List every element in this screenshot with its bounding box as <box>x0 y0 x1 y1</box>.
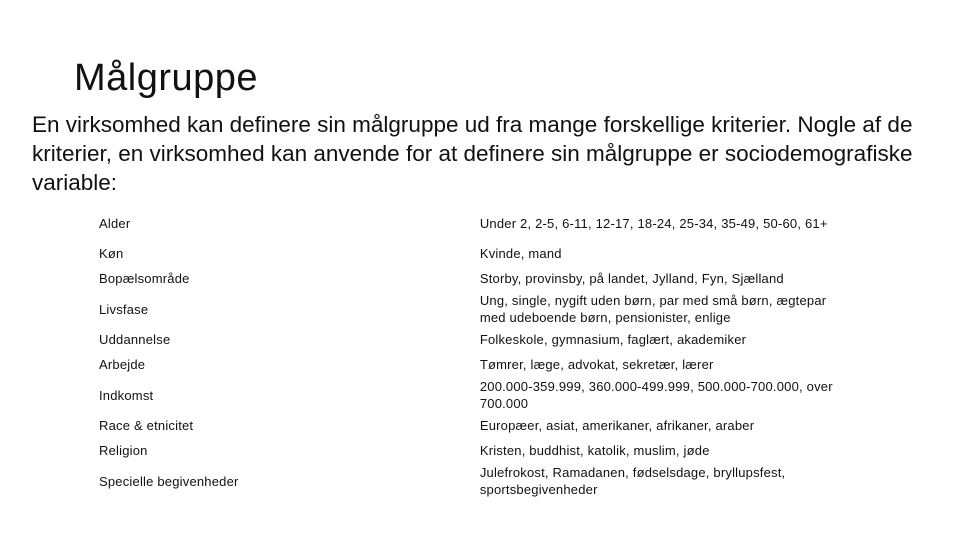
table-row <box>93 291 853 327</box>
table-row <box>93 413 853 438</box>
table-row <box>93 352 853 377</box>
table-row <box>93 327 853 352</box>
criterion-values: Storby, provinsby, på landet, Jylland, Fyn, Sjælland <box>479 271 784 286</box>
criterion-values: Julefrokost, Ramadanen, fødselsdage, bryllupsfest, sportsbegivenheder <box>479 465 786 497</box>
criterion-label: Specielle begivenheder <box>99 473 239 489</box>
slide-title: Målgruppe <box>74 57 259 99</box>
criterion-label: Uddannelse <box>99 332 171 347</box>
table-row <box>93 463 853 499</box>
criterion-label: Alder <box>99 215 131 231</box>
table-row <box>93 438 853 463</box>
criterion-values: Under 2, 2-5, 6-11, 12-17, 18-24, 25-34, 35-49, 50-60, 61+ <box>479 215 828 231</box>
table-row <box>93 266 853 291</box>
intro-paragraph: En virksomhed kan definere sin målgruppe ud fra mange forskellige kriterier. Nogle af de kriterier, en virksomhed kan anvende for at definere sin målgruppe er sociodemografiske variable: <box>32 112 913 195</box>
criterion-label: Religion <box>99 443 148 458</box>
criterion-values: Kvinde, mand <box>479 246 562 261</box>
criterion-values: Folkeskole, gymnasium, faglært, akademiker <box>479 332 747 347</box>
criterion-values: Europæer, asiat, amerikaner, afrikaner, araber <box>479 418 755 433</box>
criterion-label: Indkomst <box>99 387 154 403</box>
criterion-values: Tømrer, læge, advokat, sekretær, lærer <box>479 357 714 372</box>
criterion-label: Bopælsområde <box>99 271 190 286</box>
criterion-values: 200.000-359.999, 360.000-499.999, 500.000-700.000, over 700.000 <box>479 379 833 411</box>
criterion-label: Livsfase <box>99 301 149 317</box>
criterion-label: Arbejde <box>99 357 146 372</box>
criteria-table <box>93 205 853 499</box>
criterion-values: Ung, single, nygift uden børn, par med små børn, ægtepar med udeboende børn, pensionister, enlige <box>479 293 827 325</box>
criterion-label: Køn <box>99 246 124 261</box>
criterion-label: Race & etnicitet <box>99 418 194 433</box>
table-row <box>93 377 853 413</box>
table-row <box>93 205 853 241</box>
table-row <box>93 241 853 266</box>
criterion-values: Kristen, buddhist, katolik, muslim, jøde <box>479 443 710 458</box>
